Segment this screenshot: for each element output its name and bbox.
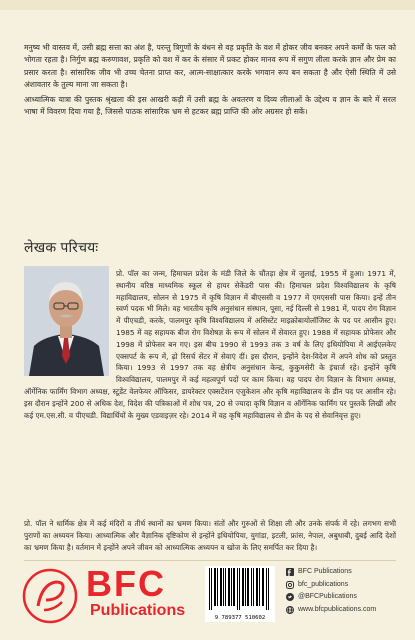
- author-section-title: लेखक परिचयः: [24, 239, 99, 255]
- isbn-number: 9 789377 510602: [214, 615, 266, 621]
- contact-facebook[interactable]: [286, 566, 406, 579]
- globe-icon: [286, 606, 294, 614]
- author-bio: [24, 268, 396, 421]
- contact-website[interactable]: [286, 604, 406, 617]
- bfc-logo-text: [86, 563, 186, 620]
- barcode-icon: [205, 566, 275, 612]
- publisher-contacts: [286, 566, 406, 616]
- blurb-paragraph-2: आध्यात्मिक यात्रा की पुस्तक श्रृंखला की इस आखरी कड़ी में उसी ब्रह्म के अवतरण व दिव्य लीलाओं के उद्देश्य व ज्ञान के बारे में सरल भाषा में विवरण दिया गया है, जिससे पाठक सांसारिक भ्रम से हटकर ब्रह्म प्राप्ति की ओर अग्रसर हो सकें।: [24, 94, 396, 117]
- author-bio-text: प्रो. पॉल का जन्म, हिमाचल प्रदेश के मंडी जिले के चौंतड़ा क्षेत्र में जुलाई, 1955 में हुआ। 1971 में, स्थानीय वरिष्ठ माध्यमिक स्कूल से हायर सेकेंडरी पास की। हिमाचल प्रदेश विश्वविद्यालय के कृषि महाविद्यालय, सोलन से 1975 में कृषि विज्ञान में बीएससी व 1977 में एमएससी पास किया। इन्हें तीन स्वर्ण पदक भी मिले। वह भारतीय कृषि अनुसंधान संस्थान, पूसा, नई दिल्ली से 1981 में, पादप रोग विज्ञान में पीएचडी, करके, पालमपुर कृषि विश्वविद्यालय में असिस्टेंट माइक्रोबायोलॉजिस्ट के पद पर आसीन हुए। 1985 में वह सहायक बीज रोग विशेषज्ञ के रूप में सोलन में सेवारत हुए। 1988 में सहायक प्रोफेसर और 1998 में प्रोफेसर बन गए। इस बीच 1990 से 1993 तक 3 वर्ष के लिए इथियोपिया में आईएलकेए एक्सपर्ट के रूप में, ढ़ो रिसर्च सेंटर में सेवाएं दीं। इस दौरान, इन्होंने देश-विदेश में अपने शोध को प्रस्तुत किया। 1993 से 1997 तक वह क्षेत्रीय अनुसंधान केन्द्र, कुकुमसेरी के इंचार्ज रहे। इन्होंने कृषि विश्वविद्यालय, पालमपुर में कई महत्वपूर्ण पदों पर काम किया। वह पादप रोग विज्ञान के विभाग अध्यक्ष, ऑर्गेनिक फार्मिंग विभाग अध्यक्ष, स्टूडेंट वेलफेयर ऑफिसर, डायरेक्टर एक्सटेंशन एजुकेशन और कृषि महाविद्यालय के डीन पद पर आसीन रहे। इस दौरान इन्होंने 200 से अधिक देश, विदेश की पत्रिकाओं में शोध पत्र, 20 से ज्यादा कृषि विज्ञान व ऑर्गेनिक फार्मिंग पर पुस्तकें लिखीं और कई एम.एस.सी. व पीएचडी. विद्यार्थियों के मुख्य एडवाइज़र रहे। 2014 में वह कृषि महाविद्यालय से डीन के पद से सेवानिवृत्त हुए।: [24, 269, 396, 420]
- divider: [24, 560, 396, 561]
- bfc-logo-subtitle: Publications: [90, 602, 186, 619]
- facebook-icon: [286, 568, 294, 576]
- blurb-paragraph-1: मनुष्य भी वास्तव में, उसी ब्रह्म सत्ता का अंश है, परन्तु त्रिगुणों के बंधन से वह प्रकृति के वश में होकर जीव बनकर अपने कर्मों के फल को भोगता रहता है। निर्गुण ब्रह्म करुणावश, प्रकृति को वश में कर के संसार में प्रकट होकर मानव रूप में सगुण लीला करके ज्ञान और प्रेम का प्रसार करता है। सांसारिक जीव भी उच्च चेतना प्राप्त कर, आत्म-साक्षात्कार करके भगवान रूप बन सकता है और ऐसी स्थिति में उसे अंशावतार के तुल्य माना जा सकता है।: [24, 43, 396, 90]
- bfc-logo-mark: [20, 566, 80, 626]
- contact-instagram[interactable]: [286, 579, 406, 592]
- contact-twitter-text: @BFCPublications: [298, 593, 357, 600]
- contact-facebook-text: BFC Publications: [298, 568, 352, 575]
- top-band: [0, 0, 415, 10]
- bfc-logo-wordmark: BFC: [86, 563, 166, 604]
- isbn-barcode: [205, 566, 275, 622]
- twitter-icon: [286, 593, 294, 601]
- author-bio-text-2: प्रो. पॉल ने धार्मिक क्षेत्र में कई मंदिरों व तीर्थ स्थानों का भ्रमण किया। संतों और गुरुओं से शिक्षा ली और उनके संपर्क में रहे। लगभग सभी पुराणों का अध्ययन किया। आध्यात्मिक और वैज्ञानिक दृष्टिकोण से इन्होंने इथियोपिया, युगांडा, इटली, फ्रांस, नेपाल, अबुधाबी, दुबई आदि देशों का भ्रमण किया है। वर्तमान में इन्होंने अपने जीवन को आध्यात्मिक अध्ययन व खोज के लिए समर्पित कर दिया है।: [24, 519, 396, 552]
- contact-instagram-text: bfc_publications: [298, 580, 349, 588]
- author-bio-continued: [24, 518, 396, 553]
- contact-website-text: www.bfcpublications.com: [298, 605, 377, 613]
- book-blurb: [24, 42, 396, 120]
- contact-twitter[interactable]: [286, 591, 406, 604]
- instagram-icon: [286, 581, 294, 589]
